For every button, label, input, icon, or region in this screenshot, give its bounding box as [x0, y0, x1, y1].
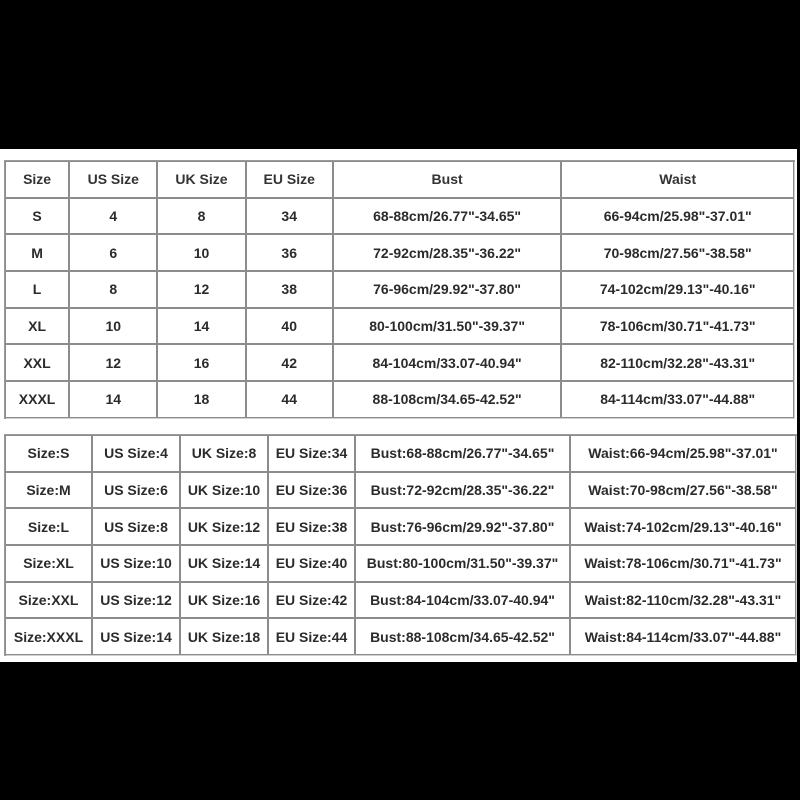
- cell-eu-size: EU Size:34: [268, 435, 355, 472]
- cell-eu-size: 34: [246, 198, 333, 235]
- cell-eu-size: 44: [246, 381, 333, 418]
- cell-us-size: 6: [69, 234, 157, 271]
- cell-size: Size:L: [5, 508, 92, 545]
- cell-waist: Waist:70-98cm/27.56"-38.58": [570, 472, 796, 509]
- cell-us-size: 4: [69, 198, 157, 235]
- cell-uk-size: 12: [157, 271, 245, 308]
- cell-bust: Bust:88-108cm/34.65-42.52": [355, 618, 570, 655]
- cell-bust: 68-88cm/26.77"-34.65": [333, 198, 562, 235]
- cell-size: Size:M: [5, 472, 92, 509]
- table-header-row: [5, 161, 794, 198]
- cell-uk-size: UK Size:14: [180, 545, 268, 582]
- table-row: [5, 344, 794, 381]
- cell-bust: 84-104cm/33.07-40.94": [333, 344, 562, 381]
- cell-uk-size: UK Size:16: [180, 582, 268, 619]
- cell-eu-size: 40: [246, 308, 333, 345]
- cell-size: M: [5, 234, 69, 271]
- cell-us-size: 8: [69, 271, 157, 308]
- cell-size: Size:S: [5, 435, 92, 472]
- cell-bust: Bust:80-100cm/31.50"-39.37": [355, 545, 570, 582]
- cell-uk-size: 14: [157, 308, 245, 345]
- cell-eu-size: EU Size:36: [268, 472, 355, 509]
- cell-uk-size: UK Size:10: [180, 472, 268, 509]
- table-row: [5, 582, 796, 619]
- table-row: [5, 234, 794, 271]
- cell-waist: 82-110cm/32.28"-43.31": [561, 344, 794, 381]
- cell-eu-size: EU Size:44: [268, 618, 355, 655]
- cell-size: XXL: [5, 344, 69, 381]
- cell-waist: Waist:78-106cm/30.71"-41.73": [570, 545, 796, 582]
- cell-bust: Bust:76-96cm/29.92"-37.80": [355, 508, 570, 545]
- table-row: [5, 618, 796, 655]
- table-row: [5, 381, 794, 418]
- cell-waist: 74-102cm/29.13"-40.16": [561, 271, 794, 308]
- cell-us-size: US Size:4: [92, 435, 180, 472]
- cell-eu-size: 42: [246, 344, 333, 381]
- cell-size: Size:XXXL: [5, 618, 92, 655]
- size-chart-table-inline-style: [4, 434, 797, 656]
- column-header-bust: Bust: [333, 161, 562, 198]
- cell-size: Size:XL: [5, 545, 92, 582]
- cell-bust: 72-92cm/28.35"-36.22": [333, 234, 562, 271]
- cell-uk-size: 10: [157, 234, 245, 271]
- size-chart-sheet: [0, 149, 797, 662]
- column-header-eu-size: EU Size: [246, 161, 333, 198]
- cell-bust: 76-96cm/29.92"-37.80": [333, 271, 562, 308]
- table-row: [5, 472, 796, 509]
- cell-us-size: US Size:6: [92, 472, 180, 509]
- cell-waist: Waist:84-114cm/33.07"-44.88": [570, 618, 796, 655]
- cell-bust: Bust:68-88cm/26.77"-34.65": [355, 435, 570, 472]
- cell-uk-size: 16: [157, 344, 245, 381]
- cell-eu-size: 36: [246, 234, 333, 271]
- table-row: [5, 435, 796, 472]
- cell-waist: 66-94cm/25.98"-37.01": [561, 198, 794, 235]
- table-row: [5, 508, 796, 545]
- cell-us-size: US Size:10: [92, 545, 180, 582]
- cell-waist: 84-114cm/33.07"-44.88": [561, 381, 794, 418]
- cell-size: S: [5, 198, 69, 235]
- cell-uk-size: UK Size:12: [180, 508, 268, 545]
- size-chart-table-body: [5, 161, 794, 418]
- cell-eu-size: EU Size:38: [268, 508, 355, 545]
- size-chart-table-inline-body: [5, 435, 796, 655]
- column-header-uk-size: UK Size: [157, 161, 245, 198]
- table-row: [5, 545, 796, 582]
- cell-size: Size:XXL: [5, 582, 92, 619]
- cell-uk-size: UK Size:8: [180, 435, 268, 472]
- cell-waist: Waist:66-94cm/25.98"-37.01": [570, 435, 796, 472]
- table-row: [5, 198, 794, 235]
- cell-eu-size: 38: [246, 271, 333, 308]
- column-header-waist: Waist: [561, 161, 794, 198]
- cell-bust: 80-100cm/31.50"-39.37": [333, 308, 562, 345]
- cell-size: XL: [5, 308, 69, 345]
- cell-uk-size: UK Size:18: [180, 618, 268, 655]
- cell-waist: 70-98cm/27.56"-38.58": [561, 234, 794, 271]
- column-header-us-size: US Size: [69, 161, 157, 198]
- cell-uk-size: 18: [157, 381, 245, 418]
- cell-eu-size: EU Size:40: [268, 545, 355, 582]
- cell-us-size: 10: [69, 308, 157, 345]
- cell-us-size: 12: [69, 344, 157, 381]
- cell-us-size: US Size:12: [92, 582, 180, 619]
- cell-us-size: US Size:14: [92, 618, 180, 655]
- cell-bust: 88-108cm/34.65-42.52": [333, 381, 562, 418]
- cell-us-size: US Size:8: [92, 508, 180, 545]
- cell-us-size: 14: [69, 381, 157, 418]
- cell-bust: Bust:84-104cm/33.07-40.94": [355, 582, 570, 619]
- cell-eu-size: EU Size:42: [268, 582, 355, 619]
- cell-waist: Waist:82-110cm/32.28"-43.31": [570, 582, 796, 619]
- cell-size: L: [5, 271, 69, 308]
- table-row: [5, 271, 794, 308]
- table-row: [5, 308, 794, 345]
- cell-uk-size: 8: [157, 198, 245, 235]
- cell-waist: 78-106cm/30.71"-41.73": [561, 308, 794, 345]
- cell-size: XXXL: [5, 381, 69, 418]
- cell-bust: Bust:72-92cm/28.35"-36.22": [355, 472, 570, 509]
- cell-waist: Waist:74-102cm/29.13"-40.16": [570, 508, 796, 545]
- column-header-size: Size: [5, 161, 69, 198]
- size-chart-table-header-style: [4, 160, 795, 419]
